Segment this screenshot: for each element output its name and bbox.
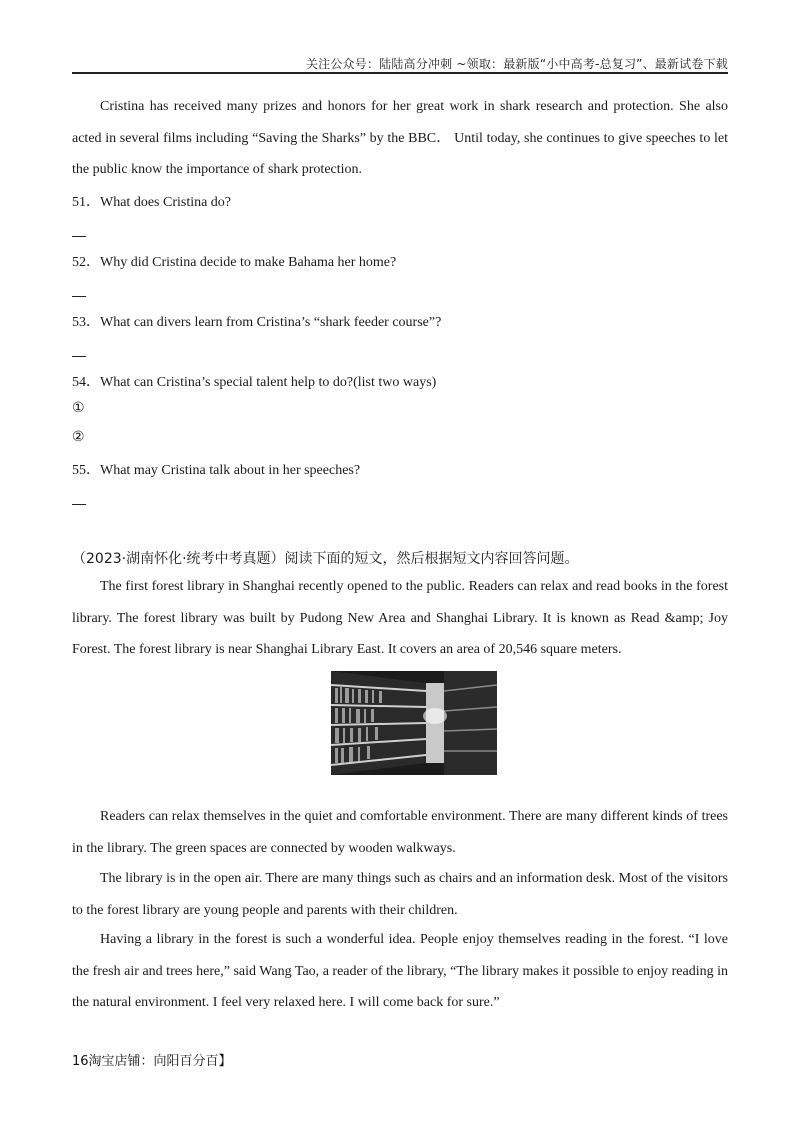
question-54: 54．What can Cristina’s special talent help to do?(list two ways) [72,375,437,390]
header-rule [72,72,728,74]
passage1-paragraph: Cristina has received many prizes and honors for her great work in shark research and protection. She also acted in several films including “Saving the Sharks” by the BBC． Until today, she continues to give speeches to let the public know the importance of shark protection. [72,99,728,177]
passage2-paragraph-4: Having a library in the forest is such a wonderful idea. People enjoy themselves reading in the forest. “I love the fresh air and trees here,” said Wang Tao, a reader of the library, “The library makes it possible to enjoy reading in the natural environment. I feel very relaxed here. I will come back for sure.” [72,932,728,1010]
q54-marker-2: ② [72,430,85,445]
passage2-paragraph-2: Readers can relax themselves in the quiet and comfortable environment. There are many different kinds of trees in the library. The green spaces are connected by wooden walkways. [72,809,728,856]
passage2-source: （2023·湖南怀化·统考中考真题）阅读下面的短文，然后根据短文内容回答问题。 [72,551,579,567]
passage2-paragraph-3: The library is in the open air. There are many things such as chairs and an information desk. Most of the visitors to the forest library are young people and parents with their children. [72,871,728,918]
answer-blank-52 [72,296,86,297]
answer-blank-55 [72,504,86,505]
q54-marker-1: ① [72,401,85,416]
answer-blank-53 [72,356,86,357]
question-53: 53．What can divers learn from Cristina’s “shark feeder course”? [72,315,442,330]
question-52: 52．Why did Cristina decide to make Bahama her home? [72,255,397,270]
page-footer: 16淘宝店铺：向阳百分百】 [72,1054,232,1069]
question-51: 51．What does Cristina do? [72,195,232,210]
page-header: 关注公众号：陆陆高分冲刺 ~领取：最新版“小中高考-总复习”、最新试卷下载 [305,57,728,71]
answer-blank-51 [72,236,86,237]
passage2-paragraph-1: The first forest library in Shanghai recently opened to the public. Readers can relax and read books in the forest library. The forest library was built by Pudong New Area and Shanghai Library. It is known as Read &amp; Joy Forest. The forest library is near Shanghai Library East. It covers an area of 20,546 square meters. [72,579,728,657]
library-bookshelves-photo [331,671,497,775]
question-55: 55．What may Cristina talk about in her speeches? [72,463,361,478]
